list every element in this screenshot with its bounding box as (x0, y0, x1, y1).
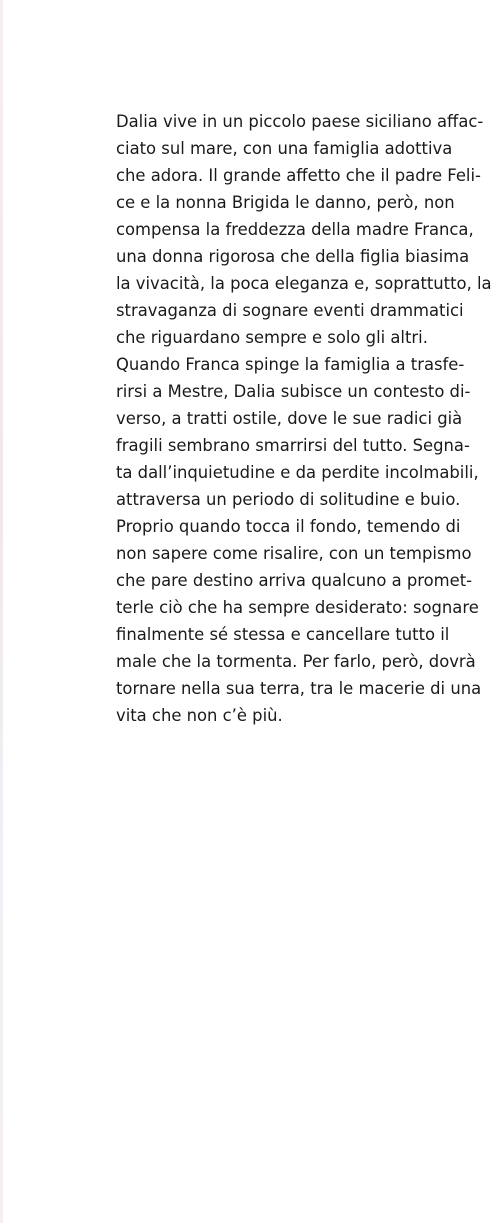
text-line: compensa la freddezza della madre Franca, (116, 220, 474, 239)
text-line: rirsi a Mestre, Dalia subisce un contesto di- (116, 382, 471, 401)
text-line: finalmente sé stessa e cancellare tutto il (116, 625, 450, 644)
synopsis-text (116, 108, 492, 729)
text-line: una donna rigorosa che della figlia biasima (116, 247, 470, 266)
text-line: che adora. Il grande affetto che il padre Feli- (116, 166, 481, 185)
text-line: ta dall’inquietudine e da perdite incolmabili, (116, 463, 479, 482)
text-line: ciato sul mare, con una famiglia adottiva (116, 139, 453, 158)
text-line: terle ciò che ha sempre desiderato: sognare (116, 598, 479, 617)
text-line: tornare nella sua terra, tra le macerie di una (116, 679, 482, 698)
text-line: Proprio quando tocca il fondo, temendo di (116, 517, 461, 536)
text-line: fragili sembrano smarrirsi del tutto. Segna- (116, 436, 470, 455)
text-line: la vivacità, la poca eleganza e, soprattutto, la (116, 274, 492, 293)
text-line: ce e la nonna Brigida le danno, però, non (116, 193, 455, 212)
text-line: non sapere come risalire, con un tempismo (116, 544, 472, 563)
text-line: attraversa un periodo di solitudine e buio. (116, 490, 461, 509)
text-line: che riguardano sempre e solo gli altri. (116, 328, 428, 347)
text-line: verso, a tratti ostile, dove le sue radici già (116, 409, 463, 428)
text-line: che pare destino arriva qualcuno a promet- (116, 571, 473, 590)
text-line: Dalia vive in un piccolo paese siciliano affac- (116, 112, 484, 131)
text-line: stravaganza di sognare eventi drammatici (116, 301, 464, 320)
text-line: male che la tormenta. Per farlo, però, dovrà (116, 652, 476, 671)
text-line: Quando Franca spinge la famiglia a trasfe- (116, 355, 465, 374)
text-line: vita che non c’è più. (116, 706, 283, 725)
